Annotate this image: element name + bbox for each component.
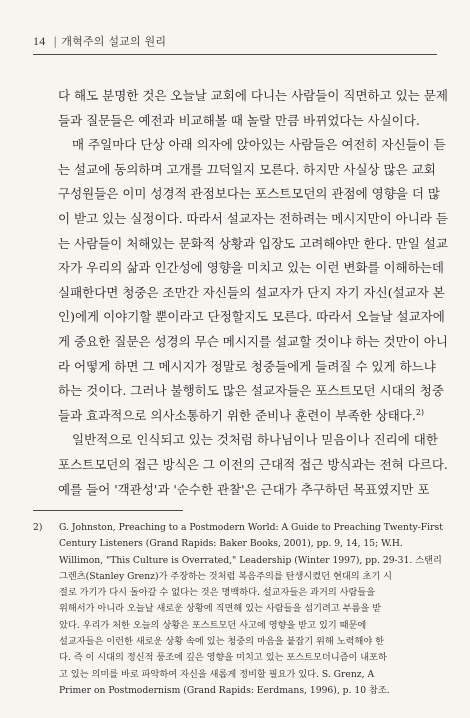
footnote-line: 설교자들은 이런한 새로운 상황 속에 있는 청중의 마음을 붙잡기 위해 노력해야 한 — [59, 636, 385, 648]
body-line: 실패한다면 청중은 조만간 자신들의 설교자가 단지 자기 자신(설교자 본 — [58, 284, 445, 300]
footnote-line: Willimon, "This Culture is Overrated," Leadership (Winter 1997), pp. 29-31. 스탠리 — [59, 554, 442, 566]
body-line: 포스트모던의 접근 방식은 그 이전의 근대적 접근 방식과는 전혀 다르다. — [58, 456, 448, 472]
body-line: 구성원들은 이미 성경적 관점보다는 포스트모던의 관점에 영향을 더 많 — [58, 186, 440, 202]
footnote-line — [33, 520, 443, 536]
footnote-line: 그렌츠(Stanley Grenz)가 주장하는 것처럼 복음주의를 탄생시켰던 현대의 초기 시 — [59, 570, 393, 582]
body-text — [58, 84, 448, 502]
footnote-line: 다. 즉 이 시대의 정신적 풍조에 깊은 영향을 미치고 있는 포스트모더니즘이 내포하 — [59, 652, 387, 664]
footnote-line: 위해서가 아니라 오늘날 새로운 상황에 직면해 있는 사람들을 섬기려고 부름을 받 — [59, 603, 382, 615]
body-line: 라 어떻게 하면 그 메시지가 정말로 청중들에게 들려질 수 있게 하느냐 — [58, 358, 436, 374]
body-line: 는 사람들이 처해있는 문화적 상황과 입장도 고려해야만 한다. 만일 설교 — [58, 235, 448, 251]
page-number: 14 — [33, 34, 46, 48]
header-rule — [33, 54, 437, 55]
body-line: 예를 들어 '객관성'과 '순수한 관찰'은 근대가 추구하던 목표였지만 포 — [58, 481, 430, 497]
body-line — [58, 404, 425, 429]
footnote — [33, 520, 443, 699]
body-line: 하는 것이다. 그러나 불행히도 많은 설교자들은 포스트모던 시대의 청중 — [58, 383, 444, 399]
body-line: 는 설교에 동의하며 고개를 끄덕일지 모른다. 하지만 사실상 많은 교회 — [58, 161, 436, 177]
body-line: 다 해도 분명한 것은 오늘날 교회에 다니는 사람들이 직면하고 있는 문제 — [58, 88, 448, 103]
footnote-marker[interactable]: 2) — [415, 407, 425, 417]
header-separator: | — [53, 35, 58, 48]
body-line-text: 들과 효과적으로 의사소통하기 위한 준비나 훈련이 부족한 상태다. — [58, 407, 416, 423]
body-line: 들과 질문들은 예전과 비교해볼 때 놀랄 만큼 바뀌었다는 사실이다. — [58, 112, 420, 128]
footnote-line: 고 있는 의미를 바로 파악하여 자신을 새롭게 정비할 필요가 있다. S. Grenz, A — [59, 668, 375, 680]
footnote-line: Primer on Postmodernism (Grand Rapids: Eerdmans, 1996), p. 10 참조. — [59, 684, 390, 696]
footnote-line: Century Listeners (Grand Rapids: Baker Books, 2001), pp. 9, 14, 15; W.H. — [59, 538, 403, 550]
footnote-text: G. Johnston, Preaching to a Postmodern World: A Guide to Preaching Twenty-First — [59, 522, 443, 533]
footnote-divider — [33, 510, 183, 511]
body-line: 이 받고 있는 실정이다. 따라서 설교자는 전하려는 메시지만이 아니라 듣 — [58, 210, 448, 226]
body-line: 매 주일마다 단상 아래 의자에 앉아있는 사람들은 여전히 자신들이 듣 — [72, 137, 446, 153]
body-line: 인)에게 이야기할 뿐이라고 단정할지도 모른다. 따라서 오늘날 설교자에 — [58, 309, 445, 325]
footnote-line: 절로 가기가 다시 돌아갈 수 없다는 것은 명백하다. 설교자들은 과거의 사람들을 — [59, 587, 376, 599]
footnote-line: 았다. 우리가 처한 오늘의 상황은 포스트모던 사고에 영향을 받고 있기 때문에 — [59, 619, 367, 631]
footnote-number: 2) — [33, 522, 43, 533]
running-title: 개혁주의 설교의 원리 — [61, 35, 167, 48]
body-line: 게 중요한 질문은 성경의 무슨 메시지를 설교할 것이냐 하는 것만이 아니 — [58, 333, 448, 349]
body-line: 자가 우리의 삶과 인간성에 영향을 미치고 있는 이런 변화를 이해하는데 — [58, 260, 444, 276]
running-header — [33, 33, 166, 49]
body-line: 일반적으로 인식되고 있는 것처럼 하나님이나 믿음이나 진리에 대한 — [72, 432, 438, 448]
